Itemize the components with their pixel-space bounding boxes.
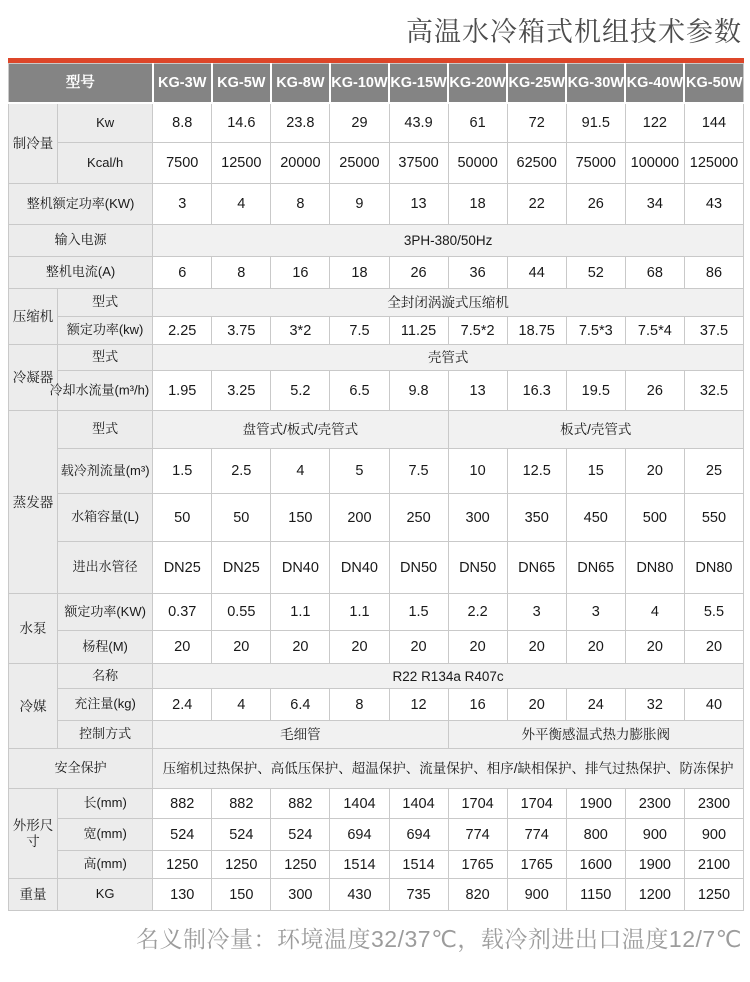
value-cell: 16 [448,689,507,721]
value-cell: 900 [507,879,566,911]
value-cell: 774 [507,819,566,851]
value-cell: 5.5 [684,594,743,631]
model-column-header: 型号 [9,64,153,103]
param-label-cell: 进出水管径 [58,542,153,594]
group-label-cell: 制冷量 [9,103,58,184]
value-cell: 7500 [153,143,212,184]
value-cell: 22 [507,184,566,225]
value-cell: 25 [684,449,743,494]
value-cell: 75000 [566,143,625,184]
param-label-cell: 型式 [58,345,153,371]
value-cell: 3*2 [271,317,330,345]
value-cell: 882 [153,789,212,819]
value-cell: 68 [625,257,684,289]
value-cell: 11.25 [389,317,448,345]
value-cell: 2300 [684,789,743,819]
value-cell: 1.95 [153,371,212,411]
value-cell: 430 [330,879,389,911]
value-cell: 37500 [389,143,448,184]
value-cell: 20 [212,631,271,664]
value-cell: DN50 [448,542,507,594]
value-cell: 26 [625,371,684,411]
value-cell: 800 [566,819,625,851]
value-cell: 4 [271,449,330,494]
value-cell: 6.5 [330,371,389,411]
table-row [9,789,744,819]
value-cell: 300 [271,879,330,911]
table-row [9,542,744,594]
value-cell: 1704 [448,789,507,819]
param-label-text: 冷却水流量(m³/h) [49,382,150,398]
model-header-cell: KG-20W [448,64,507,103]
param-label-cell: 整机电流(A) [9,257,153,289]
model-header-cell: KG-25W [507,64,566,103]
table-row [9,143,744,184]
value-cell: 7.5*3 [566,317,625,345]
value-cell: 3.25 [212,371,271,411]
table-row [9,494,744,542]
span-value-cell: 毛细管 [153,721,448,749]
group-label-cell: 压缩机 [9,289,58,345]
value-cell: 50 [212,494,271,542]
model-header-cell: KG-40W [625,64,684,103]
value-cell: 4 [625,594,684,631]
param-label-cell: 型式 [58,411,153,449]
span-value-cell: 全封闭涡漩式压缩机 [153,289,744,317]
value-cell: DN25 [153,542,212,594]
value-cell: 7.5 [389,449,448,494]
value-cell: 37.5 [684,317,743,345]
span-value-cell: 外平衡感温式热力膨胀阀 [448,721,743,749]
value-cell: 32.5 [684,371,743,411]
value-cell: 1250 [153,851,212,879]
value-cell: 1150 [566,879,625,911]
value-cell: 13 [389,184,448,225]
value-cell: 524 [153,819,212,851]
value-cell: 1200 [625,879,684,911]
value-cell: 9.8 [389,371,448,411]
value-cell: 18 [330,257,389,289]
value-cell: 500 [625,494,684,542]
value-cell: 2.2 [448,594,507,631]
table-row [9,851,744,879]
group-label-cell: 蒸发器 [9,411,58,594]
span-value-cell: 压缩机过热保护、高低压保护、超温保护、流量保护、相序/缺相保护、排气过热保护、防冻保护 [153,749,744,789]
value-cell: 900 [684,819,743,851]
value-cell: 20 [389,631,448,664]
param-label-cell: 充注量(kg) [58,689,153,721]
param-label-cell: 型式 [58,289,153,317]
value-cell: 6 [153,257,212,289]
param-label-cell: KG [58,879,153,911]
table-row [9,371,744,411]
value-cell: 150 [212,879,271,911]
span-value-cell: 3PH-380/50Hz [153,225,744,257]
value-cell: 25000 [330,143,389,184]
value-cell: 16.3 [507,371,566,411]
technical-parameters-table [8,63,744,911]
value-cell: 36 [448,257,507,289]
value-cell: 550 [684,494,743,542]
value-cell: 150 [271,494,330,542]
value-cell: 18.75 [507,317,566,345]
value-cell: 524 [271,819,330,851]
value-cell: 19.5 [566,371,625,411]
value-cell: 300 [448,494,507,542]
value-cell: 694 [389,819,448,851]
value-cell: 20 [153,631,212,664]
value-cell: 23.8 [271,103,330,143]
table-row [9,819,744,851]
value-cell: 20 [625,449,684,494]
value-cell: 91.5 [566,103,625,143]
value-cell: 1404 [330,789,389,819]
table-row [9,317,744,345]
param-label-cell: 安全保护 [9,749,153,789]
model-header-cell: KG-15W [389,64,448,103]
value-cell: 32 [625,689,684,721]
value-cell: 1404 [389,789,448,819]
value-cell: 1900 [566,789,625,819]
value-cell: 24 [566,689,625,721]
value-cell: 18 [448,184,507,225]
value-cell: 200 [330,494,389,542]
value-cell: 820 [448,879,507,911]
value-cell: 1250 [684,879,743,911]
value-cell: 44 [507,257,566,289]
value-cell: 1765 [448,851,507,879]
value-cell: 350 [507,494,566,542]
table-row [9,664,744,689]
value-cell: 5 [330,449,389,494]
value-cell: 8 [330,689,389,721]
group-label-cell: 重量 [9,879,58,911]
table-row [9,594,744,631]
table-row [9,449,744,494]
value-cell: 5.2 [271,371,330,411]
value-cell: 16 [271,257,330,289]
value-cell: DN40 [330,542,389,594]
value-cell: 3.75 [212,317,271,345]
value-cell: 1.5 [389,594,448,631]
value-cell: 100000 [625,143,684,184]
value-cell: 882 [271,789,330,819]
value-cell: 4 [212,689,271,721]
value-cell: DN50 [389,542,448,594]
value-cell: 20 [507,689,566,721]
model-header-cell: KG-3W [153,64,212,103]
value-cell: 26 [566,184,625,225]
param-label-cell: Kw [58,103,153,143]
value-cell: 1514 [389,851,448,879]
value-cell: 6.4 [271,689,330,721]
value-cell: 2.4 [153,689,212,721]
table-row [9,631,744,664]
value-cell: 43.9 [389,103,448,143]
value-cell: 40 [684,689,743,721]
table-row [9,257,744,289]
value-cell: DN80 [625,542,684,594]
value-cell: 1514 [330,851,389,879]
param-label-cell: 名称 [58,664,153,689]
value-cell: 20 [507,631,566,664]
value-cell: 1.1 [330,594,389,631]
value-cell: 72 [507,103,566,143]
table-row [9,289,744,317]
value-cell: 122 [625,103,684,143]
value-cell: 694 [330,819,389,851]
value-cell: 9 [330,184,389,225]
value-cell: 3 [153,184,212,225]
value-cell: 61 [448,103,507,143]
value-cell: 8.8 [153,103,212,143]
param-label-cell: 输入电源 [9,225,153,257]
model-header-cell: KG-10W [330,64,389,103]
param-label-cell: 整机额定功率(KW) [9,184,153,225]
value-cell: 0.37 [153,594,212,631]
page-title: 高温水冷箱式机组技术参数 [406,17,742,47]
value-cell: 62500 [507,143,566,184]
value-cell: DN40 [271,542,330,594]
value-cell: 2300 [625,789,684,819]
value-cell: 0.55 [212,594,271,631]
value-cell: DN65 [566,542,625,594]
group-label-cell: 水泵 [9,594,58,664]
header-row [9,64,744,103]
value-cell: 7.5 [330,317,389,345]
value-cell: 20 [684,631,743,664]
spec-table-wrap [8,58,744,911]
value-cell: DN80 [684,542,743,594]
value-cell: 774 [448,819,507,851]
value-cell: DN65 [507,542,566,594]
span-value-cell: 板式/壳管式 [448,411,743,449]
value-cell: 882 [212,789,271,819]
table-row [9,184,744,225]
value-cell: 1.5 [153,449,212,494]
param-label-cell: 载冷剂流量(m³) [58,449,153,494]
value-cell: 1900 [625,851,684,879]
table-row [9,689,744,721]
value-cell: 26 [389,257,448,289]
value-cell: 2100 [684,851,743,879]
value-cell: 8 [271,184,330,225]
value-cell: 20 [330,631,389,664]
value-cell: 524 [212,819,271,851]
value-cell: 7.5*4 [625,317,684,345]
value-cell: 29 [330,103,389,143]
value-cell: 52 [566,257,625,289]
value-cell: 1600 [566,851,625,879]
value-cell: 10 [448,449,507,494]
value-cell: 1250 [212,851,271,879]
footer-note: 名义制冷量：环境温度32/37℃，载冷剂进出口温度12/7℃ [136,926,742,953]
model-header-cell: KG-5W [212,64,271,103]
group-label-cell: 冷凝器 [9,345,58,411]
value-cell: 86 [684,257,743,289]
value-cell: 13 [448,371,507,411]
param-label-cell [49,371,153,411]
value-cell: 144 [684,103,743,143]
param-label-cell: 控制方式 [58,721,153,749]
span-value-cell: 盘管式/板式/壳管式 [153,411,448,449]
value-cell: 3 [507,594,566,631]
page [0,16,750,954]
param-label-cell: 宽(mm) [58,819,153,851]
value-cell: 7.5*2 [448,317,507,345]
param-label-cell: 杨程(M) [58,631,153,664]
value-cell: 12 [389,689,448,721]
value-cell: DN25 [212,542,271,594]
model-header-cell: KG-8W [271,64,330,103]
param-label-cell: 额定功率(KW) [58,594,153,631]
value-cell: 34 [625,184,684,225]
value-cell: 43 [684,184,743,225]
span-value-cell: 壳管式 [153,345,744,371]
model-header-cell: KG-30W [566,64,625,103]
value-cell: 8 [212,257,271,289]
value-cell: 4 [212,184,271,225]
table-row [9,721,744,749]
value-cell: 50000 [448,143,507,184]
table-row [9,225,744,257]
value-cell: 1765 [507,851,566,879]
value-cell: 15 [566,449,625,494]
value-cell: 2.5 [212,449,271,494]
value-cell: 2.25 [153,317,212,345]
param-label-cell: Kcal/h [58,143,153,184]
value-cell: 130 [153,879,212,911]
value-cell: 3 [566,594,625,631]
value-cell: 1.1 [271,594,330,631]
model-header-cell: KG-50W [684,64,743,103]
table-row [9,411,744,449]
value-cell: 20 [625,631,684,664]
value-cell: 50 [153,494,212,542]
table-row [9,879,744,911]
span-value-cell: R22 R134a R407c [153,664,744,689]
value-cell: 250 [389,494,448,542]
group-label-cell: 外形尺寸 [9,789,58,879]
param-label-cell: 长(mm) [58,789,153,819]
table-row [9,749,744,789]
group-label-cell: 冷媒 [9,664,58,749]
table-row [9,345,744,371]
value-cell: 20 [566,631,625,664]
param-label-cell: 水箱容量(L) [58,494,153,542]
value-cell: 20 [448,631,507,664]
value-cell: 12.5 [507,449,566,494]
value-cell: 125000 [684,143,743,184]
param-label-cell: 额定功率(kw) [58,317,153,345]
value-cell: 20000 [271,143,330,184]
value-cell: 14.6 [212,103,271,143]
table-row [9,103,744,143]
value-cell: 735 [389,879,448,911]
value-cell: 1250 [271,851,330,879]
param-label-cell: 高(mm) [58,851,153,879]
value-cell: 900 [625,819,684,851]
value-cell: 12500 [212,143,271,184]
value-cell: 20 [271,631,330,664]
value-cell: 450 [566,494,625,542]
value-cell: 1704 [507,789,566,819]
